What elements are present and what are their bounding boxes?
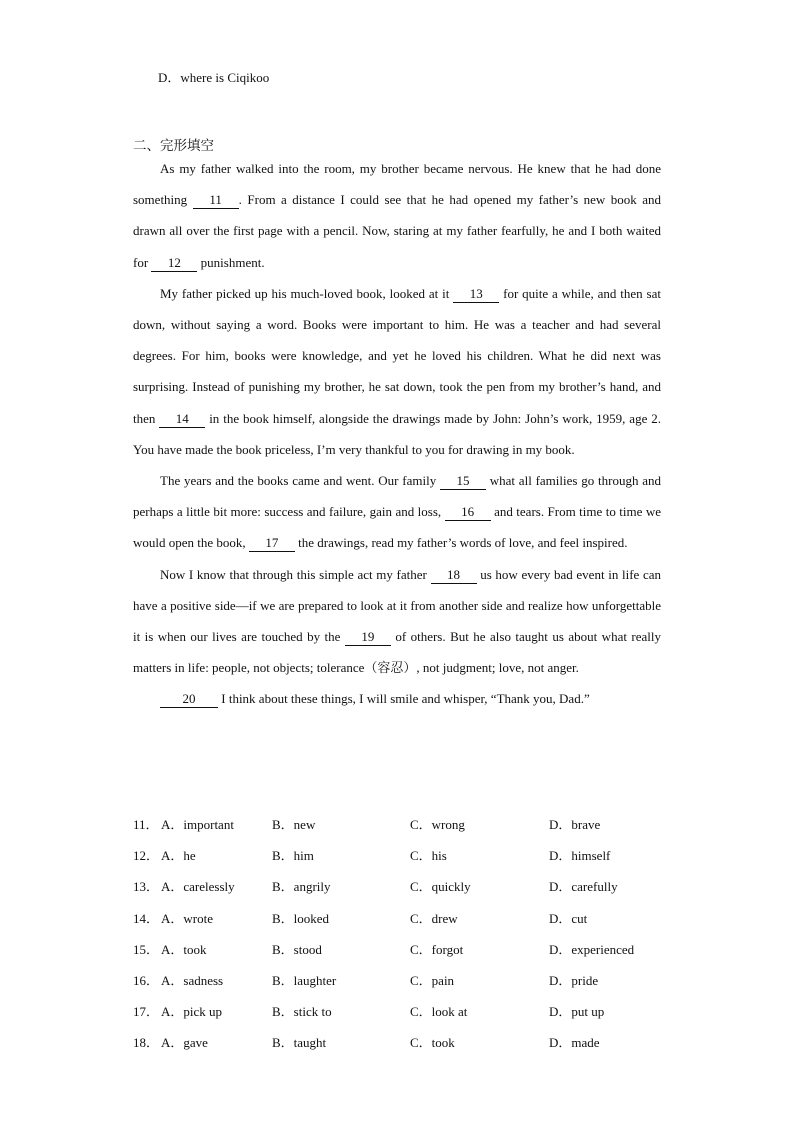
option-c: C．took — [410, 1035, 455, 1051]
passage-paragraph — [133, 559, 661, 684]
passage-text: . From a distance I could see that he had opened my father’s new book and drawn all over the first page with a pencil. Now, staring at my father fearfully, he and I both waited for — [133, 192, 662, 270]
question-number: 16． — [133, 972, 160, 988]
passage-text: punishment. — [197, 254, 265, 270]
passage-text: and tears. From time to time we would open the book, — [133, 504, 662, 551]
option-d: D．himself — [549, 848, 611, 864]
blank-13: 13 — [453, 286, 499, 303]
option-d: D．made — [549, 1035, 600, 1051]
option-c: C．quickly — [410, 879, 471, 895]
question-row — [133, 996, 673, 1027]
question-row — [133, 809, 673, 840]
option-a: A．he — [161, 848, 196, 864]
passage-text: in the book himself, alongside the drawings made by John: John’s work, 1959, age 2. You have made the book priceless, I’m very thankful to you for drawing in my book. — [133, 410, 661, 457]
option-c: C．his — [410, 848, 447, 864]
answer-options — [133, 809, 673, 1059]
question-row — [133, 934, 673, 965]
previous-question-option-d: D．where is Ciqikoo — [158, 70, 270, 85]
option-b: B．looked — [272, 910, 330, 926]
option-b: B．stood — [272, 941, 322, 957]
passage-text: the drawings, read my father’s words of love, and feel inspired. — [294, 535, 628, 551]
passage-paragraph — [133, 465, 661, 559]
question-number: 15． — [133, 941, 160, 957]
blank-16: 16 — [445, 504, 491, 521]
blank-18: 18 — [431, 567, 477, 584]
option-d: D．put up — [549, 1004, 605, 1020]
option-d: D．brave — [549, 817, 601, 832]
question-number: 14． — [133, 910, 160, 926]
passage-text: As my father walked into the room, my brother became nervous. He knew that he had done something — [133, 161, 661, 208]
option-a: A．sadness — [161, 972, 224, 988]
option-a: A．pick up — [161, 1004, 223, 1020]
passage-text: what all families go through and perhaps a little bit more: success and failure, gain and loss, — [133, 473, 661, 520]
passage-text: Now I know that through this simple act my father — [160, 566, 431, 582]
passage-text: of others. But he also taught us about what really matters in life: people, not objects; tolerance（容忍）, not judgment; love, not anger. — [133, 629, 661, 676]
question-row — [133, 871, 673, 902]
question-number: 18． — [133, 1035, 160, 1051]
question-row — [133, 840, 673, 871]
section-heading: 二、完形填空 — [133, 138, 214, 154]
question-number: 11． — [133, 817, 159, 832]
question-row — [133, 965, 673, 996]
option-b: B．new — [272, 817, 316, 832]
option-d: D．carefully — [549, 879, 618, 895]
passage-text: for quite a while, and then sat down, without saying a word. Books were important to him. He was a teacher and had several degrees. For him, books were knowledge, and yet he loved his children. What he did next was surprising. Instead of punishing my brother, he sat down, took the pen from my brother’s hand, and then — [133, 285, 661, 426]
blank-11: 11 — [193, 192, 239, 209]
question-row — [133, 903, 673, 934]
question-row — [133, 1027, 673, 1058]
passage-paragraph — [133, 153, 661, 278]
blank-12: 12 — [151, 255, 197, 272]
passage-text: My father picked up his much-loved book, looked at it — [160, 285, 454, 301]
option-a: A．wrote — [161, 910, 213, 926]
passage-text: I think about these things, I will smile and whisper, “Thank you, Dad.” — [218, 691, 590, 707]
blank-20: 20 — [160, 691, 218, 708]
blank-17: 17 — [249, 535, 295, 552]
passage-text: The years and the books came and went. Our family — [160, 473, 440, 489]
passage-paragraph — [133, 278, 661, 465]
option-c: C．pain — [410, 972, 455, 988]
option-c: C．wrong — [410, 817, 465, 832]
question-number: 17． — [133, 1004, 160, 1020]
option-b: B．stick to — [272, 1004, 332, 1020]
blank-14: 14 — [159, 411, 205, 428]
option-d: D．cut — [549, 910, 588, 926]
option-c: C．forgot — [410, 941, 464, 957]
question-number: 13． — [133, 879, 160, 895]
option-a: A．gave — [161, 1035, 208, 1051]
option-d: D．pride — [549, 972, 599, 988]
option-a: A．carelessly — [161, 879, 235, 895]
passage-text: us how every bad event in life can have a positive side—if we are prepared to look at it from another side and realize how unforgettable it is when our lives are touched by the — [133, 566, 662, 645]
option-d: D．experienced — [549, 941, 635, 957]
option-b: B．angrily — [272, 879, 331, 895]
option-b: B．laughter — [272, 972, 337, 988]
passage-paragraph — [133, 683, 661, 714]
option-b: B．him — [272, 848, 314, 864]
blank-15: 15 — [440, 473, 486, 490]
cloze-passage — [133, 153, 661, 715]
option-a: A．took — [161, 941, 207, 957]
option-c: C．look at — [410, 1004, 468, 1020]
question-number: 12． — [133, 848, 160, 864]
option-a: A．important — [161, 817, 234, 832]
blank-19: 19 — [345, 629, 391, 646]
option-c: C．drew — [410, 910, 458, 926]
option-b: B．taught — [272, 1035, 327, 1051]
